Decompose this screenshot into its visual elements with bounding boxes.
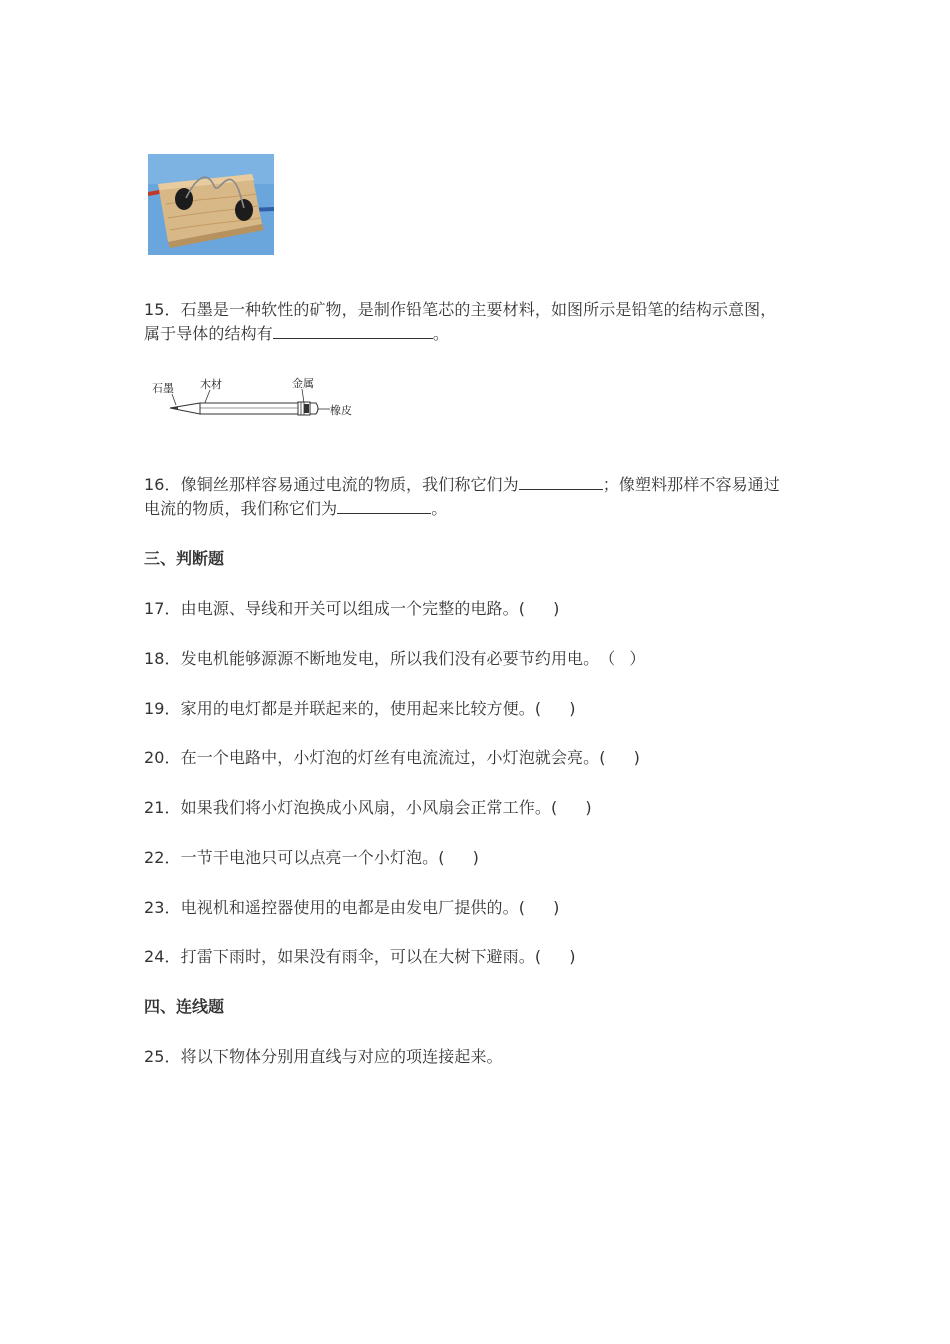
- question-19: [144, 697, 814, 721]
- answer-blank[interactable]: [337, 497, 431, 514]
- answer-parentheses[interactable]: （ ）: [599, 649, 646, 668]
- question-18-text: 18．发电机能够源源不断地发电，所以我们没有必要节约用电。: [144, 649, 600, 668]
- label-eraser: 橡皮: [330, 404, 352, 417]
- question-16-line2-before: 电流的物质，我们称它们为: [144, 499, 338, 518]
- question-23-text: 23．电视机和遥控器使用的电都是由发电厂提供的。: [144, 898, 519, 917]
- question-23: [144, 896, 814, 920]
- question-22-text: 22．一节干电池只可以点亮一个小灯泡。: [144, 848, 439, 867]
- question-17: [144, 597, 814, 621]
- answer-blank[interactable]: [273, 322, 433, 339]
- question-19-text: 19．家用的电灯都是并联起来的，使用起来比较方便。: [144, 699, 535, 718]
- answer-parentheses[interactable]: ( ): [438, 848, 479, 867]
- question-24: [144, 945, 814, 969]
- question-15-line2-after: 。: [432, 324, 449, 343]
- answer-parentheses[interactable]: ( ): [599, 748, 640, 767]
- question-16-line1-after: ；像塑料那样不容易通过: [602, 475, 780, 494]
- question-25-text: 25．将以下物体分别用直线与对应的项连接起来。: [144, 1047, 503, 1066]
- question-22: [144, 846, 814, 870]
- label-graphite: 石墨: [152, 382, 174, 395]
- question-21: [144, 796, 814, 820]
- question-16: [144, 473, 814, 521]
- answer-blank[interactable]: [519, 473, 603, 490]
- question-15-line2-before: 属于导体的结构有: [144, 324, 273, 343]
- question-18: [144, 647, 814, 671]
- question-20-text: 20．在一个电路中，小灯泡的灯丝有电流流过，小灯泡就会亮。: [144, 748, 600, 767]
- question-16-line2-after: 。: [431, 499, 448, 518]
- question-15-line1: 15．石墨是一种软性的矿物，是制作铅笔芯的主要材料，如图所示是铅笔的结构示意图，: [144, 300, 777, 319]
- label-wood: 木材: [200, 378, 222, 391]
- question-16-line1-before: 16．像铜丝那样容易通过电流的物质，我们称它们为: [144, 475, 519, 494]
- pencil-structure-diagram: [148, 372, 378, 422]
- answer-parentheses[interactable]: ( ): [518, 898, 560, 917]
- answer-parentheses[interactable]: ( ): [550, 798, 592, 817]
- answer-parentheses[interactable]: ( ): [534, 947, 576, 966]
- wood-block-photo: [148, 154, 274, 255]
- label-metal: 金属: [292, 377, 314, 390]
- question-25: [144, 1045, 814, 1069]
- section-heading-judge: 三、判断题: [144, 549, 225, 568]
- answer-parentheses[interactable]: ( ): [518, 599, 560, 618]
- question-17-text: 17．由电源、导线和开关可以组成一个完整的电路。: [144, 599, 519, 618]
- question-20: [144, 746, 814, 770]
- section-heading-match: 四、连线题: [144, 997, 225, 1016]
- question-24-text: 24．打雷下雨时，如果没有雨伞，可以在大树下避雨。: [144, 947, 535, 966]
- answer-parentheses[interactable]: ( ): [534, 699, 576, 718]
- question-15: [144, 298, 814, 346]
- question-21-text: 21．如果我们将小灯泡换成小风扇，小风扇会正常工作。: [144, 798, 551, 817]
